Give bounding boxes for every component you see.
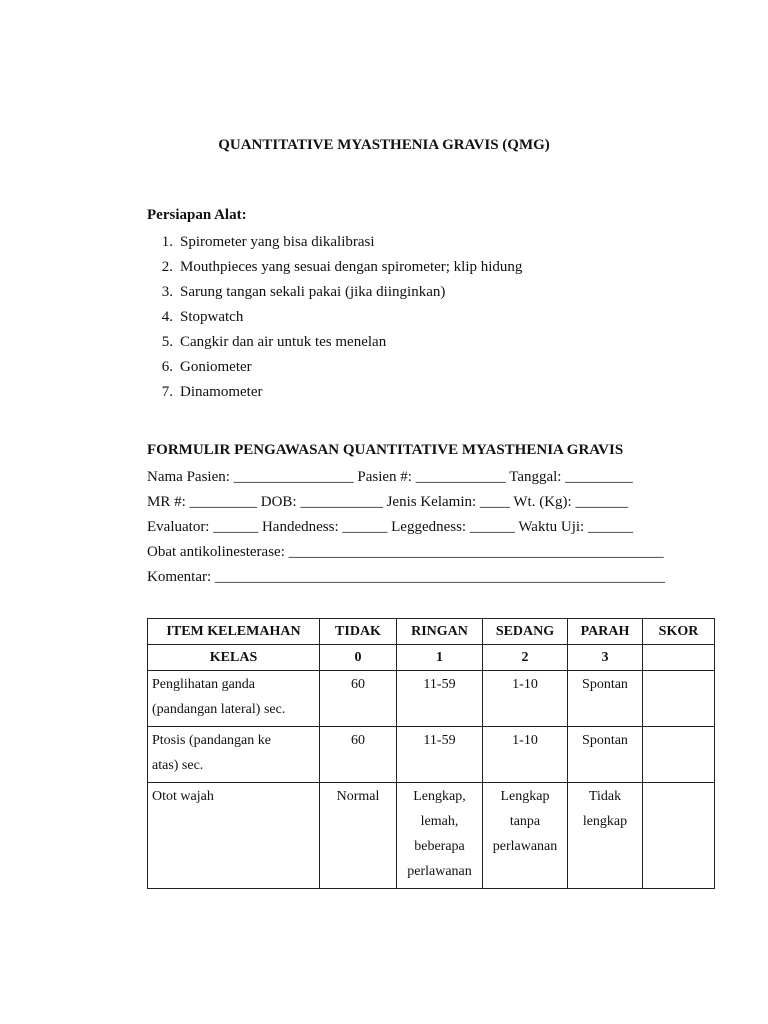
parah-cell (568, 783, 643, 889)
cell-text: perlawanan (407, 864, 472, 879)
ringan-cell (397, 671, 483, 727)
cell-text: 60 (351, 677, 365, 692)
item-cell (148, 783, 320, 889)
cell-text: Lengkap (500, 789, 550, 804)
page-title: QUANTITATIVE MYASTHENIA GRAVIS (QMG) (218, 137, 550, 153)
list-text: Spirometer yang bisa dikalibrasi (180, 234, 375, 250)
column-header: PARAH (568, 619, 643, 645)
table-header-row (148, 619, 715, 645)
evaluator-line[interactable]: Evaluator: ______ Handedness: ______ Leggedness: ______ Waktu Uji: ______ (147, 519, 633, 535)
item-cell (148, 727, 320, 783)
table-row (148, 783, 715, 889)
sedang-cell (483, 727, 568, 783)
list-text: Stopwatch (180, 309, 244, 325)
list-number: 3. (161, 284, 173, 300)
item-text: Ptosis (pandangan ke (152, 733, 271, 748)
sedang-cell (483, 671, 568, 727)
tidak-cell (320, 783, 397, 889)
comment-line[interactable]: Komentar: ____________________________________________________________ (147, 569, 665, 585)
cell-text: 1-10 (512, 677, 538, 692)
grade-value: 0 (320, 645, 397, 671)
cell-text: tanpa (509, 814, 541, 829)
skor-cell[interactable] (643, 671, 715, 727)
column-header: ITEM KELEMAHAN (148, 619, 320, 645)
cell-text: Normal (336, 789, 380, 804)
list-item (147, 255, 522, 280)
list-item (147, 355, 522, 380)
list-item (147, 330, 522, 355)
cell-text: Spontan (582, 733, 628, 748)
tidak-cell (320, 727, 397, 783)
table-row (148, 727, 715, 783)
item-text: Penglihatan ganda (152, 677, 256, 692)
list-item (147, 305, 522, 330)
item-text: (pandangan lateral) sec. (152, 702, 286, 717)
equipment-heading: Persiapan Alat: (147, 207, 247, 223)
list-number: 4. (161, 309, 173, 325)
parah-cell (568, 727, 643, 783)
form-heading: FORMULIR PENGAWASAN QUANTITATIVE MYASTHENIA GRAVIS (147, 442, 624, 458)
cell-text: lemah, (420, 814, 459, 829)
cell-text: lengkap (582, 814, 628, 829)
column-header: SEDANG (483, 619, 568, 645)
ringan-cell (397, 783, 483, 889)
list-item (147, 230, 522, 255)
cell-text: 60 (351, 733, 365, 748)
list-number: 7. (161, 384, 173, 400)
list-number: 1. (161, 234, 173, 250)
grade-value (643, 645, 715, 671)
cell-text: 1-10 (512, 733, 538, 748)
table-row (148, 671, 715, 727)
grade-row (148, 645, 715, 671)
item-text: atas) sec. (152, 758, 204, 773)
list-text: Dinamometer (180, 384, 263, 400)
item-text: Otot wajah (152, 789, 214, 804)
cell-text: 11-59 (423, 733, 456, 748)
cell-text: beberapa (414, 839, 465, 854)
cell-text: perlawanan (492, 839, 558, 854)
column-header: SKOR (643, 619, 715, 645)
list-number: 2. (161, 259, 173, 275)
cell-text: 11-59 (423, 677, 456, 692)
list-text: Sarung tangan sekali pakai (jika diinginkan) (180, 284, 446, 300)
ringan-cell (397, 727, 483, 783)
list-text: Cangkir dan air untuk tes menelan (180, 334, 387, 350)
parah-cell (568, 671, 643, 727)
equipment-list (147, 230, 522, 405)
list-text: Goniometer (180, 359, 252, 375)
list-number: 6. (161, 359, 173, 375)
skor-cell[interactable] (643, 783, 715, 889)
sedang-cell (483, 783, 568, 889)
patient-name-line[interactable]: Nama Pasien: ________________ Pasien #: ____________ Tanggal: _________ (147, 469, 633, 485)
column-header: RINGAN (397, 619, 483, 645)
form-fields (147, 465, 665, 590)
grade-value: 3 (568, 645, 643, 671)
grade-value: 2 (483, 645, 568, 671)
list-item (147, 280, 522, 305)
mr-dob-line[interactable]: MR #: _________ DOB: ___________ Jenis Kelamin: ____ Wt. (Kg): _______ (147, 494, 628, 510)
tidak-cell (320, 671, 397, 727)
list-text: Mouthpieces yang sesuai dengan spirometer; klip hidung (180, 259, 523, 275)
cell-text: Tidak (588, 789, 622, 804)
column-header: TIDAK (320, 619, 397, 645)
qmg-score-table (147, 618, 715, 889)
list-item (147, 380, 522, 405)
grade-value: 1 (397, 645, 483, 671)
grade-label: KELAS (148, 645, 320, 671)
cell-text: Lengkap, (413, 789, 466, 804)
skor-cell[interactable] (643, 727, 715, 783)
cell-text: Spontan (582, 677, 628, 692)
anticholinesterase-line[interactable]: Obat antikolinesterase: __________________________________________________ (147, 544, 664, 560)
item-cell (148, 671, 320, 727)
list-number: 5. (161, 334, 173, 350)
